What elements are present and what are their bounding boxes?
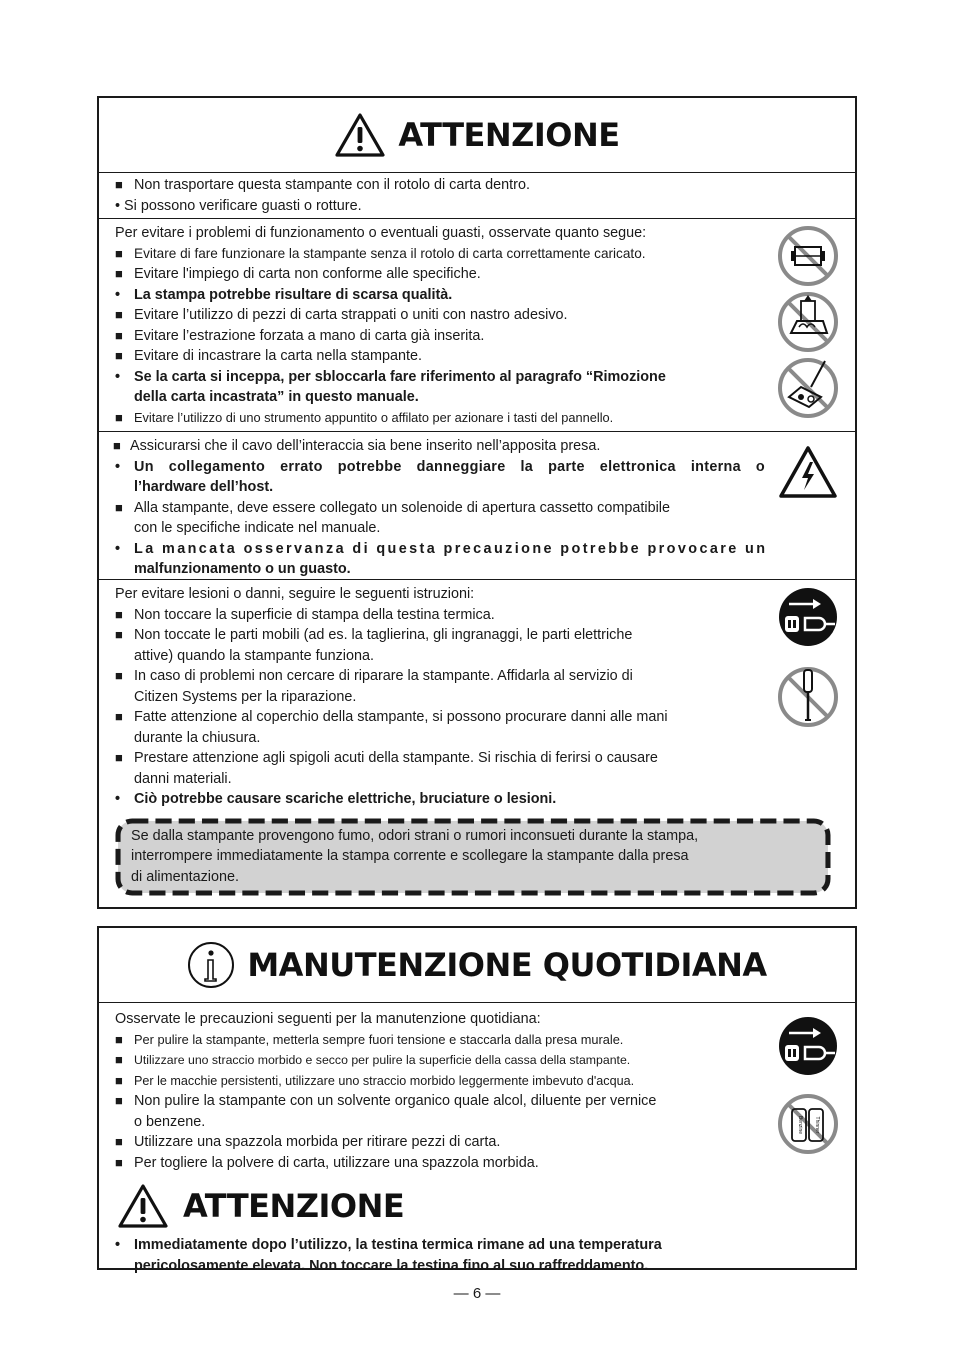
- warning-triangle-icon: [117, 1183, 169, 1229]
- warning-triangle-icon: [334, 112, 386, 158]
- list-item: ■Non toccate le parti mobili (ad es. la taglierina, gli ingranaggi, le parti elettriche: [115, 625, 765, 646]
- bullet-item: •La mancata osservanza di questa precauzione potrebbe provocare un: [115, 539, 765, 560]
- notice-line: Se dalla stampante provengono fumo, odori strani o rumori inconsueti durante la stampa,: [131, 827, 699, 844]
- section-intro: Per evitare i problemi di funzionamento o eventuali guasti, osservate quanto segue:: [115, 225, 647, 241]
- bullet-item: •La stampa potrebbe risultare di scarsa qualità.: [115, 285, 765, 306]
- list-item: ■Fatte attenzione al coperchio della stampante, si possono procurare danni alle mani: [115, 707, 765, 728]
- attention-section-paper: [99, 219, 855, 432]
- list-item: ■Evitare l'impiego di carta non conforme alle specifiche.: [115, 264, 765, 285]
- info-icon: [187, 940, 235, 990]
- list-item: ■Per togliere la polvere di carta, utilizzare una spazzola morbida.: [115, 1153, 765, 1174]
- maintenance-header: [99, 928, 855, 1003]
- page-number: — 6 —: [453, 1285, 501, 1302]
- maintenance-box: [97, 926, 857, 1274]
- notice-line: interrompere immediatamente la stampa corrente e scollegare la stampante dalla presa: [131, 848, 689, 864]
- sub-attention-header: [117, 1183, 765, 1229]
- bullet-item-cont: della carta incastrata” in questo manuale.: [134, 389, 419, 405]
- list-item: ■Evitare l’utilizzo di uno strumento appuntito o affilato per azionare i tasti del pannello.: [115, 408, 765, 429]
- emergency-notice: [115, 818, 831, 896]
- unplug-power-icon: [777, 1015, 839, 1077]
- attention-title: ATTENZIONE: [398, 116, 620, 154]
- section-intro: Osservate le precauzioni seguenti per la manutenzione quotidiana:: [115, 1011, 541, 1027]
- list-item: ■Non trasportare questa stampante con il rotolo di carta dentro.: [115, 175, 765, 196]
- list-item-cont: Citizen Systems per la riparazione.: [134, 688, 357, 705]
- can-label-thinner: Thinner: [814, 1116, 820, 1134]
- attention-section-transport: [99, 173, 855, 219]
- no-pull-paper-icon: [777, 291, 839, 353]
- list-item: ■Non pulire la stampante con un solvente organico quale alcol, diluente per vernice: [115, 1091, 765, 1112]
- list-item: ■In caso di problemi non cercare di riparare la stampante. Affidarla al servizio di: [115, 666, 765, 687]
- attention-box: [97, 96, 857, 909]
- bullet-item: •Immediatamente dopo l’utilizzo, la testina termica rimane ad una temperatura: [115, 1235, 765, 1256]
- list-item: ■Prestare attenzione agli spigoli acuti della stampante. Si rischia di ferirsi o causare: [115, 748, 765, 769]
- list-item: ■Evitare di incastrare la carta nella stampante.: [115, 346, 765, 367]
- attention-section-interface: [99, 432, 855, 580]
- bullet-item: •Se la carta si inceppa, per sbloccarla fare riferimento al paragrafo “Rimozione: [115, 367, 765, 388]
- list-item-cont: con le specifiche indicate nel manuale.: [134, 520, 381, 536]
- attention-header: [99, 98, 855, 173]
- attention-section-injury: [99, 580, 855, 900]
- list-item: ■Alla stampante, deve essere collegato un solenoide di apertura cassetto compatibile: [115, 498, 765, 519]
- list-item-cont: danni materiali.: [134, 770, 232, 787]
- notice-text: [131, 826, 821, 888]
- electric-shock-warning-icon: [777, 442, 839, 504]
- list-item: ■Evitare l’utilizzo di pezzi di carta strappati o uniti con nastro adesivo.: [115, 305, 765, 326]
- section-intro: Per evitare lesioni o danni, seguire le seguenti istruzioni:: [115, 586, 475, 602]
- list-item-cont: attive) quando la stampante funziona.: [134, 647, 375, 664]
- bullet-item-cont: malfunzionamento o un guasto.: [134, 561, 351, 577]
- list-item: ■Per le macchie persistenti, utilizzare uno straccio morbido leggermente imbevuto d'acqua.: [115, 1071, 765, 1092]
- list-item-cont: durante la chiusura.: [134, 729, 261, 746]
- can-label-benzine: Benzine: [797, 1115, 803, 1135]
- no-solvent-icon: [777, 1093, 839, 1155]
- unplug-power-icon: [777, 586, 839, 648]
- bullet-item: •Ciò potrebbe causare scariche elettriche, bruciature o lesioni.: [115, 789, 765, 810]
- bullet-item-cont: pericolosamente elevata. Non toccare la testina fino al suo raffreddamento.: [134, 1257, 649, 1274]
- list-item: ■Assicurarsi che il cavo dell’interaccia sia bene inserito nell’apposita presa.: [113, 436, 765, 457]
- maintenance-title: MANUTENZIONE QUOTIDIANA: [247, 946, 767, 984]
- bullet-item-cont: l’hardware dell’host.: [134, 479, 274, 495]
- notice-line: di alimentazione.: [131, 868, 239, 885]
- no-sharp-tool-icon: [777, 357, 839, 419]
- sub-attention-title: ATTENZIONE: [183, 1187, 405, 1225]
- bullet-item: •Un collegamento errato potrebbe danneggiare la parte elettronica interna o: [115, 457, 765, 478]
- note-line: • Si possono verificare guasti o rotture.: [115, 197, 362, 214]
- list-item: ■Evitare di fare funzionare la stampante senza il rotolo di carta correttamente caricato.: [115, 244, 765, 265]
- list-item: ■Evitare l’estrazione forzata a mano di carta già inserita.: [115, 326, 765, 347]
- list-item: ■Utilizzare una spazzola morbida per ritirare pezzi di carta.: [115, 1132, 765, 1153]
- no-paper-roll-icon: [777, 225, 839, 287]
- maintenance-section: [99, 1003, 855, 1280]
- list-item: ■Per pulire la stampante, metterla sempre fuori tensione e staccarla dalla presa murale.: [115, 1030, 765, 1051]
- no-screwdriver-icon: [777, 666, 839, 728]
- list-item: ■Non toccare la superficie di stampa della testina termica.: [115, 605, 765, 626]
- list-item: ■Utilizzare uno straccio morbido e secco per pulire la superficie della cassa della stampante.: [115, 1050, 765, 1071]
- list-item-cont: o benzene.: [134, 1113, 206, 1130]
